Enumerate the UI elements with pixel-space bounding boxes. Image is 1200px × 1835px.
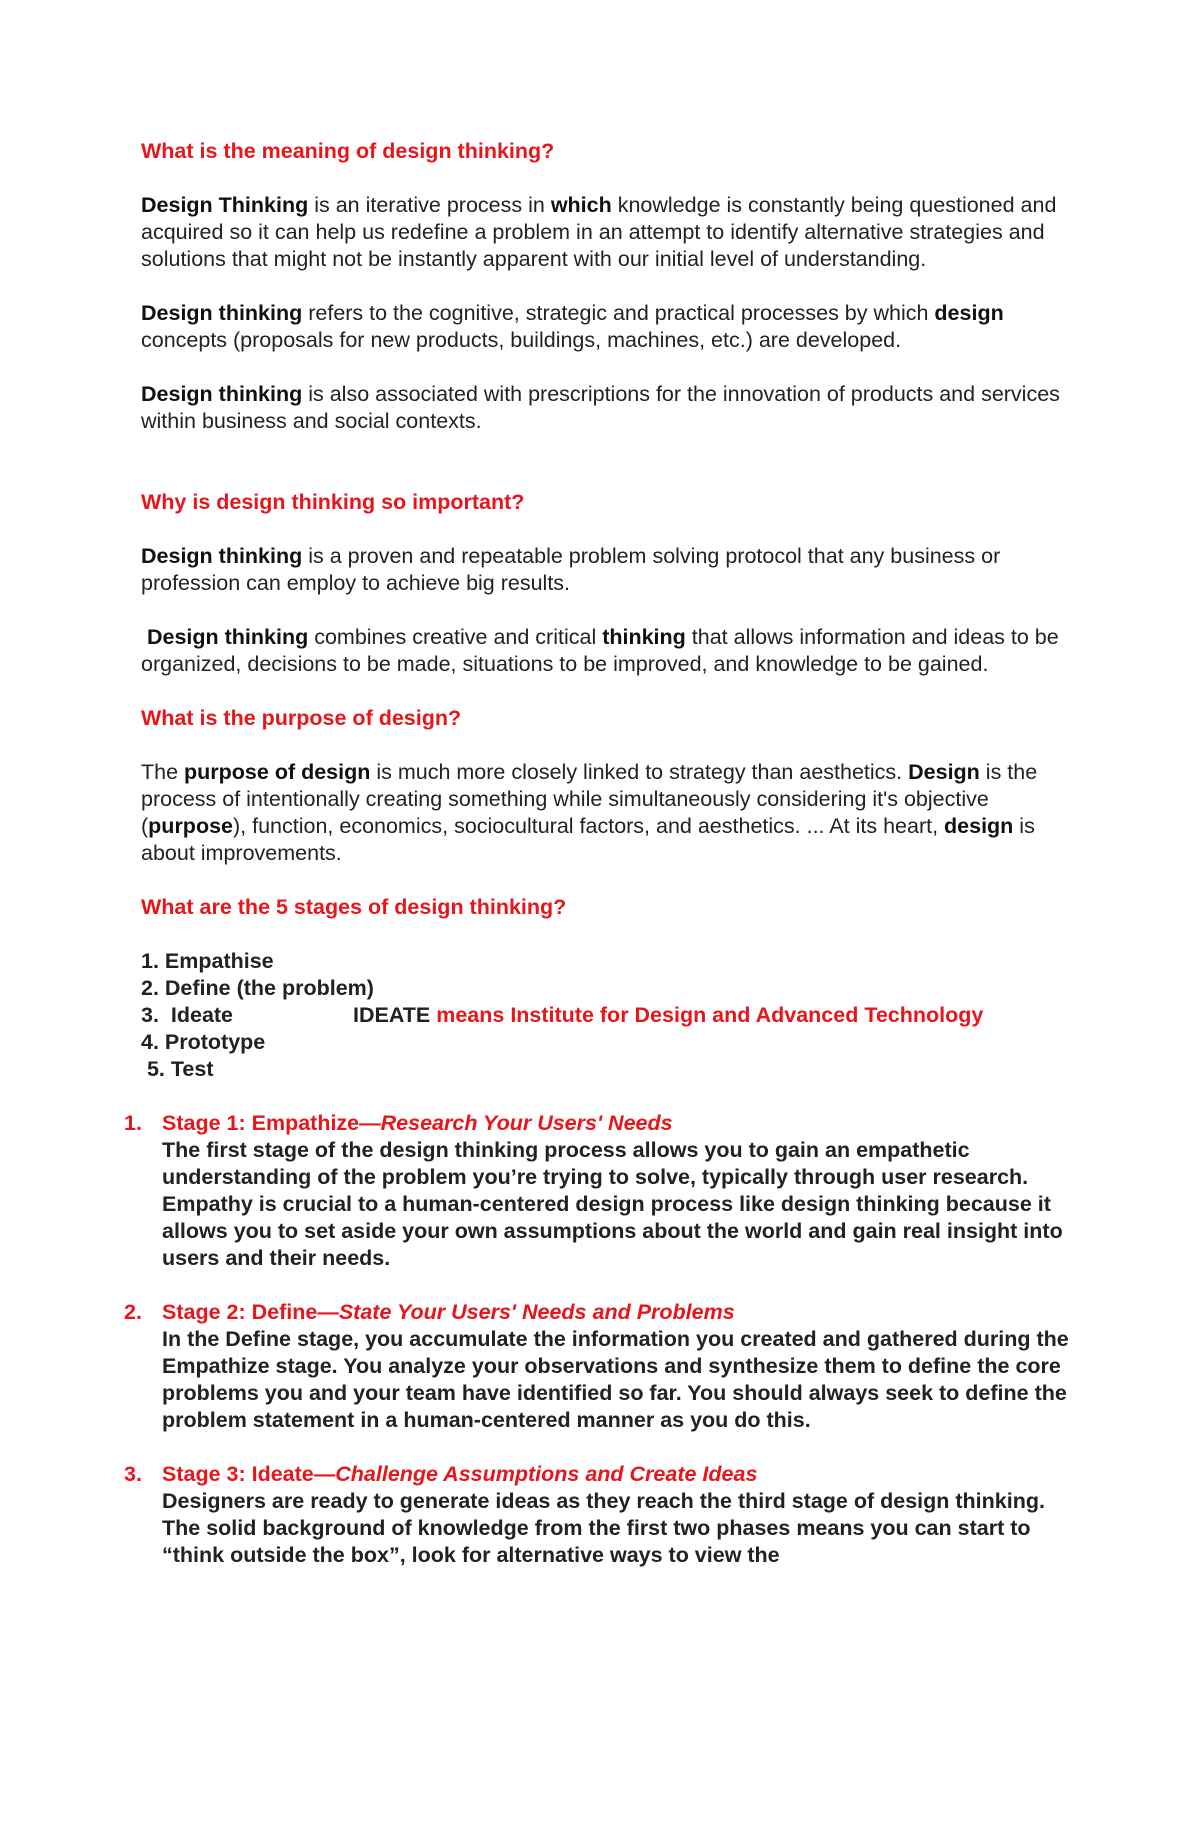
text-span: The [141, 760, 185, 784]
stage-content [162, 1461, 1071, 1569]
bold-term: Design thinking [141, 625, 309, 649]
text-span: combines creative and critical [308, 625, 603, 649]
stage-description: In the Define stage, you accumulate the information you created and gathered during the Empathize stage. You analyze your observations and synthesize them to define the core problems you and your team have identified so far. You should always seek to define the problem statement in a human-centered manner as you do this. [162, 1327, 1069, 1432]
stage-subtitle: Research Your Users' Needs [380, 1111, 673, 1135]
text-span: is much more closely linked to strategy than aesthetics. [370, 760, 909, 784]
text-span: is also associated with prescriptions for the innovation of products and services within business and social contexts. [141, 382, 1060, 433]
text-span: is an iterative process in [308, 193, 551, 217]
stage-subtitle: State Your Users' Needs and Problems [338, 1300, 735, 1324]
stage-content [162, 1110, 1071, 1272]
paragraph-problem-solving-protocol [141, 543, 1071, 597]
bold-term: Design [908, 760, 980, 784]
text-span: is a proven and repeatable problem solving protocol that any business or profession can employ to achieve big results. [141, 544, 1001, 595]
text-span: that allows information and ideas to be organized, decisions to be made, situations to be improved, and knowledge to be gained. [141, 625, 1059, 676]
paragraph-design-thinking-innovation [141, 381, 1071, 435]
document-page [124, 138, 1071, 1569]
bold-term: which [550, 193, 612, 217]
heading-purpose-of-design: What is the purpose of design? [141, 706, 462, 730]
ideate-note [353, 1002, 983, 1029]
list-item-test: 5. Test [141, 1057, 214, 1081]
bold-term: Design Thinking [141, 193, 309, 217]
stage-title [162, 1110, 1071, 1137]
stage-number: 2. [124, 1300, 142, 1324]
text-span: ), function, economics, sociocultural factors, and aesthetics. ... At its heart, [233, 814, 945, 838]
ideate-acronym: IDEATE [353, 1003, 431, 1027]
stage-number: 1. [124, 1111, 142, 1135]
five-stages-list [141, 948, 1071, 1083]
bold-term: design [944, 814, 1014, 838]
bold-term: design [934, 301, 1004, 325]
heading-five-stages: What are the 5 stages of design thinking? [141, 895, 567, 919]
bold-term: purpose [148, 814, 233, 838]
stage-subtitle: Challenge Assumptions and Create Ideas [335, 1462, 758, 1486]
text-span: concepts (proposals for new products, buildings, machines, etc.) are developed. [141, 328, 902, 352]
list-item-prototype: 4. Prototype [141, 1030, 266, 1054]
stage-details [124, 1110, 1071, 1569]
ideate-meaning: means Institute for Design and Advanced Technology [430, 1003, 984, 1027]
paragraph-creative-critical-thinking [141, 624, 1071, 678]
stage-number: 3. [124, 1462, 142, 1486]
paragraph-purpose-of-design [141, 759, 1071, 867]
stage-block-empathize [124, 1110, 1071, 1272]
stage-title-text: Stage 3: Ideate— [162, 1462, 336, 1486]
stage-block-define [124, 1299, 1071, 1434]
list-item-empathise: 1. Empathise [141, 949, 274, 973]
bold-term: Design thinking [141, 301, 303, 325]
stage-content [162, 1299, 1071, 1434]
ideate-label: 3. Ideate [141, 1003, 234, 1027]
bold-term: purpose of design [184, 760, 371, 784]
list-item-define: 2. Define (the problem) [141, 976, 374, 1000]
stage-block-ideate [124, 1461, 1071, 1569]
stage-description: Designers are ready to generate ideas as they reach the third stage of design thinking. The solid background of knowledge from the first two phases means you can start to “think outside the box”, look for alternative ways to view the [162, 1489, 1045, 1567]
bold-term: Design thinking [141, 544, 303, 568]
text-span: is the process of intentionally creating something while simultaneously considering it's objective ( [141, 760, 1038, 838]
paragraph-design-thinking-processes [141, 300, 1071, 354]
list-item-ideate [141, 1002, 1071, 1029]
stage-description: The first stage of the design thinking process allows you to gain an empathetic understanding of the problem you’re trying to solve, typically through user research. Empathy is crucial to a human-centered design process like design thinking because it allows you to set aside your own assumptions about the world and gain real insight into users and their needs. [162, 1138, 1063, 1270]
bold-term: Design thinking [141, 382, 303, 406]
stage-title-text: Stage 1: Empathize— [162, 1111, 381, 1135]
heading-meaning-of-design-thinking: What is the meaning of design thinking? [141, 139, 555, 163]
bold-term: thinking [602, 625, 686, 649]
text-span: knowledge is constantly being questioned and acquired so it can help us redefine a problem in an attempt to identify alternative strategies and solutions that might not be instantly apparent with our initial level of understanding. [141, 193, 1057, 271]
text-span: refers to the cognitive, strategic and practical processes by which [302, 301, 935, 325]
stage-title [162, 1461, 1071, 1488]
stage-title [162, 1299, 1071, 1326]
stage-title-text: Stage 2: Define— [162, 1300, 339, 1324]
text-span: is about improvements. [141, 814, 1035, 865]
paragraph-design-thinking-definition [141, 192, 1071, 273]
heading-why-important: Why is design thinking so important? [141, 490, 525, 514]
